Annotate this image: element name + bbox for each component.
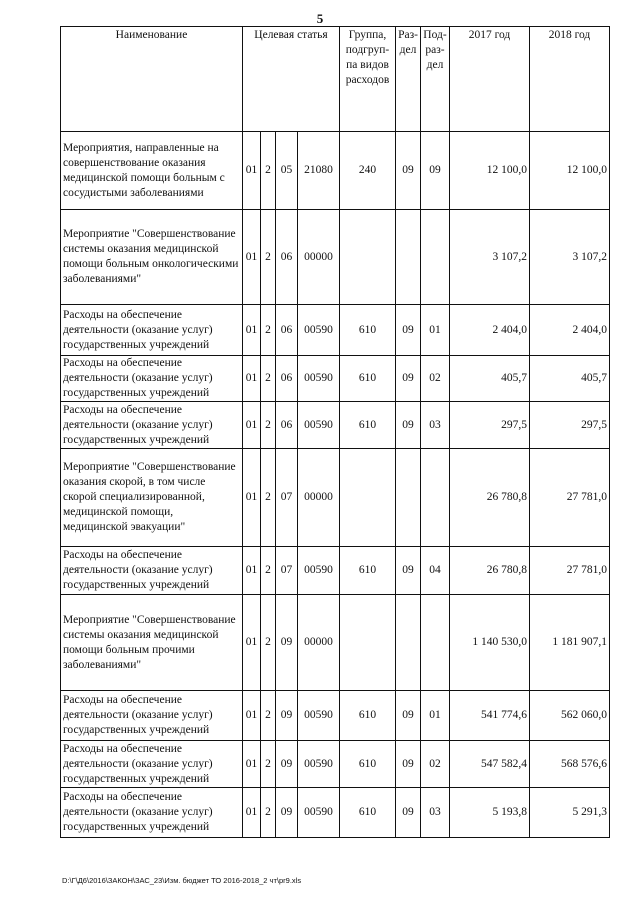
- section-cell: [396, 449, 421, 547]
- article-code-2: 2: [261, 741, 276, 788]
- article-code-1: 01: [243, 132, 261, 210]
- section-cell: [396, 595, 421, 691]
- article-code-4: 00590: [298, 691, 340, 741]
- section-cell: 09: [396, 547, 421, 595]
- article-code-1: 01: [243, 691, 261, 741]
- article-code-1: 01: [243, 595, 261, 691]
- article-code-1: 01: [243, 788, 261, 838]
- article-code-3: 09: [276, 595, 298, 691]
- amount-2017-cell: 12 100,0: [450, 132, 530, 210]
- article-code-2: 2: [261, 449, 276, 547]
- subsection-cell: 09: [421, 132, 450, 210]
- row-name: Мероприятие "Совершенствование оказания скорой, в том числе скорой специализированной, медицинской помощи, медицинской эвакуации": [61, 449, 243, 547]
- expense-group-cell: [340, 449, 396, 547]
- header-expense-group: Группа, подгруп-па видов расходов: [340, 27, 396, 132]
- section-cell: 09: [396, 132, 421, 210]
- header-name: Наименование: [61, 27, 243, 132]
- subsection-cell: [421, 449, 450, 547]
- article-code-2: 2: [261, 132, 276, 210]
- table-row: [61, 356, 610, 402]
- amount-2018-cell: 3 107,2: [530, 210, 610, 305]
- subsection-cell: 03: [421, 402, 450, 449]
- amount-2018-cell: 5 291,3: [530, 788, 610, 838]
- subsection-cell: [421, 210, 450, 305]
- row-name: Расходы на обеспечение деятельности (оказание услуг) государственных учреждений: [61, 788, 243, 838]
- amount-2018-cell: 27 781,0: [530, 449, 610, 547]
- article-code-2: 2: [261, 356, 276, 402]
- table-header-row: [61, 27, 610, 132]
- amount-2017-cell: 541 774,6: [450, 691, 530, 741]
- expense-group-cell: 610: [340, 305, 396, 356]
- expense-group-cell: 610: [340, 788, 396, 838]
- amount-2018-cell: 2 404,0: [530, 305, 610, 356]
- row-name: Мероприятие "Совершенствование системы оказания медицинской помощи больным прочими заболеваниями": [61, 595, 243, 691]
- article-code-2: 2: [261, 547, 276, 595]
- article-code-4: 00590: [298, 402, 340, 449]
- article-code-3: 09: [276, 741, 298, 788]
- article-code-1: 01: [243, 210, 261, 305]
- row-name: Мероприятия, направленные на совершенствование оказания медицинской помощи больным с сосудистыми заболеваниями: [61, 132, 243, 210]
- table-row: [61, 691, 610, 741]
- amount-2018-cell: 562 060,0: [530, 691, 610, 741]
- article-code-3: 06: [276, 356, 298, 402]
- table-row: [61, 305, 610, 356]
- subsection-cell: 01: [421, 691, 450, 741]
- amount-2018-cell: 568 576,6: [530, 741, 610, 788]
- article-code-2: 2: [261, 691, 276, 741]
- article-code-3: 06: [276, 402, 298, 449]
- article-code-4: 00590: [298, 741, 340, 788]
- article-code-4: 00000: [298, 210, 340, 305]
- expense-group-cell: 610: [340, 356, 396, 402]
- header-target-article: Целевая статья: [243, 27, 340, 132]
- article-code-2: 2: [261, 305, 276, 356]
- budget-table: [60, 26, 610, 838]
- article-code-4: 00590: [298, 788, 340, 838]
- amount-2017-cell: 26 780,8: [450, 547, 530, 595]
- section-cell: 09: [396, 741, 421, 788]
- article-code-1: 01: [243, 449, 261, 547]
- row-name: Расходы на обеспечение деятельности (оказание услуг) государственных учреждений: [61, 402, 243, 449]
- article-code-2: 2: [261, 788, 276, 838]
- article-code-3: 09: [276, 691, 298, 741]
- article-code-1: 01: [243, 741, 261, 788]
- table-row: [61, 741, 610, 788]
- amount-2017-cell: 1 140 530,0: [450, 595, 530, 691]
- expense-group-cell: 610: [340, 691, 396, 741]
- article-code-4: 00590: [298, 547, 340, 595]
- section-cell: 09: [396, 788, 421, 838]
- article-code-4: 00000: [298, 449, 340, 547]
- section-cell: 09: [396, 305, 421, 356]
- article-code-1: 01: [243, 402, 261, 449]
- section-cell: 09: [396, 356, 421, 402]
- row-name: Расходы на обеспечение деятельности (оказание услуг) государственных учреждений: [61, 305, 243, 356]
- article-code-4: 21080: [298, 132, 340, 210]
- subsection-cell: 02: [421, 741, 450, 788]
- table-row: [61, 210, 610, 305]
- article-code-3: 06: [276, 305, 298, 356]
- amount-2017-cell: 3 107,2: [450, 210, 530, 305]
- page-number: 5: [316, 11, 324, 26]
- article-code-2: 2: [261, 402, 276, 449]
- table-row: [61, 132, 610, 210]
- amount-2018-cell: 27 781,0: [530, 547, 610, 595]
- expense-group-cell: 610: [340, 741, 396, 788]
- header-section: Раз-дел: [396, 27, 421, 132]
- amount-2018-cell: 12 100,0: [530, 132, 610, 210]
- article-code-4: 00590: [298, 305, 340, 356]
- article-code-3: 07: [276, 449, 298, 547]
- amount-2018-cell: 405,7: [530, 356, 610, 402]
- article-code-2: 2: [261, 210, 276, 305]
- amount-2017-cell: 26 780,8: [450, 449, 530, 547]
- amount-2018-cell: 1 181 907,1: [530, 595, 610, 691]
- expense-group-cell: 610: [340, 547, 396, 595]
- article-code-3: 07: [276, 547, 298, 595]
- section-cell: 09: [396, 402, 421, 449]
- subsection-cell: 02: [421, 356, 450, 402]
- table-row: [61, 595, 610, 691]
- row-name: Расходы на обеспечение деятельности (оказание услуг) государственных учреждений: [61, 547, 243, 595]
- expense-group-cell: 240: [340, 132, 396, 210]
- header-year-2018: 2018 год: [530, 27, 610, 132]
- expense-group-cell: 610: [340, 402, 396, 449]
- table-row: [61, 788, 610, 838]
- amount-2017-cell: 5 193,8: [450, 788, 530, 838]
- row-name: Расходы на обеспечение деятельности (оказание услуг) государственных учреждений: [61, 356, 243, 402]
- article-code-3: 06: [276, 210, 298, 305]
- amount-2018-cell: 297,5: [530, 402, 610, 449]
- amount-2017-cell: 2 404,0: [450, 305, 530, 356]
- row-name: Мероприятие "Совершенствование системы оказания медицинской помощи больным онкологическими заболеваниями": [61, 210, 243, 305]
- subsection-cell: 04: [421, 547, 450, 595]
- amount-2017-cell: 405,7: [450, 356, 530, 402]
- article-code-1: 01: [243, 305, 261, 356]
- article-code-1: 01: [243, 547, 261, 595]
- expense-group-cell: [340, 595, 396, 691]
- subsection-cell: 01: [421, 305, 450, 356]
- file-path: D:\Г\Д6\2016\ЗАКОН\ЗАС_23\Изм. бюджет ТО 2016-2018_2 чт\pr9.xls: [62, 876, 302, 885]
- article-code-2: 2: [261, 595, 276, 691]
- article-code-3: 05: [276, 132, 298, 210]
- row-name: Расходы на обеспечение деятельности (оказание услуг) государственных учреждений: [61, 741, 243, 788]
- article-code-4: 00000: [298, 595, 340, 691]
- amount-2017-cell: 547 582,4: [450, 741, 530, 788]
- header-subsection: Под-раз-дел: [421, 27, 450, 132]
- subsection-cell: 03: [421, 788, 450, 838]
- row-name: Расходы на обеспечение деятельности (оказание услуг) государственных учреждений: [61, 691, 243, 741]
- section-cell: 09: [396, 691, 421, 741]
- subsection-cell: [421, 595, 450, 691]
- section-cell: [396, 210, 421, 305]
- header-year-2017: 2017 год: [450, 27, 530, 132]
- article-code-4: 00590: [298, 356, 340, 402]
- table-row: [61, 547, 610, 595]
- article-code-1: 01: [243, 356, 261, 402]
- table-row: [61, 449, 610, 547]
- amount-2017-cell: 297,5: [450, 402, 530, 449]
- expense-group-cell: [340, 210, 396, 305]
- article-code-3: 09: [276, 788, 298, 838]
- table-row: [61, 402, 610, 449]
